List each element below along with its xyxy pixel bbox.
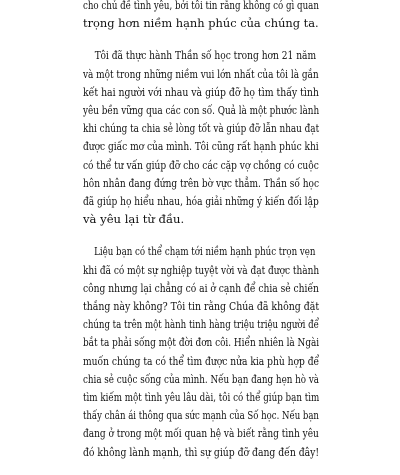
body-text [83,0,319,475]
text-line: có thể tư vấn giúp đỡ cho các cặp vợ chồng có cuộc [83,157,319,172]
text-line: hôn nhân đang đứng trên bờ vực thẳm. Thần số học [83,175,319,190]
text-line: Tôi đã thực hành Thần số học trong hơn 21 năm [94,48,317,63]
paragraph-1 [83,0,319,32]
paragraph-3 [83,242,319,460]
text-line: chia sẻ cuộc sống của mình. Nếu bạn đang hẹn hò và [83,371,319,386]
text-line: được giấc mơ của mình. Tôi cũng rất hạnh phúc khi [83,139,319,154]
text-line: công nhưng lại chẳng có ai ở cạnh để chia sẻ chiến [83,280,319,295]
text-line: đã giúp họ hiểu nhau, hóa giải những ý kiến đối lập [83,194,319,209]
text-line: đang ở trong một mối quan hệ và biết rằng tình yêu [83,426,319,441]
text-line: đó không lành mạnh, thì sự giúp đỡ đang đến đây! [83,444,320,459]
text-line: bắt ta phải sống một đời đơn côi. Hiển nhiên là Ngài [83,335,320,350]
text-line: tìm kiếm một tình yêu lâu dài, tôi có thể giúp bạn tìm [83,390,320,405]
paragraph-2 [83,46,319,228]
text-line: khi đã có một sự nghiệp tuyệt vời và đạt được thành [83,262,320,277]
text-line: trọng hơn niềm hạnh phúc của chúng ta. [83,16,319,31]
text-line: Liệu bạn có thể chạm tới niềm hạnh phúc trọn vẹn [94,244,316,259]
text-line: và yêu lại từ đầu. [83,212,185,227]
text-line: thắng này không? Tôi tin rằng Chúa đã không đặt [83,299,320,314]
text-line: khi chúng ta chia sẻ lòng tốt và giúp đỡ lẫn nhau đạt [83,121,320,136]
text-line: và một trong những niềm vui lớn nhất của tôi là gắn [83,66,319,81]
text-line: kết hai người với nhau và giúp đỡ họ tìm thấy tình [83,84,319,99]
text-line: cho chủ đề tình yêu, bởi tôi tin rằng không có gì quan [83,0,319,12]
text-line: thấy chân ái thông qua sức mạnh của Số học. Nếu bạn [83,408,319,423]
text-line: yêu bền vững qua các con số. Quả là một phước lành [83,103,320,118]
text-line: chúng ta trên một hành tinh hàng triệu triệu người để [83,317,319,332]
text-line: muốn chúng ta có thể tìm được nửa kia phù hợp để [83,353,320,368]
